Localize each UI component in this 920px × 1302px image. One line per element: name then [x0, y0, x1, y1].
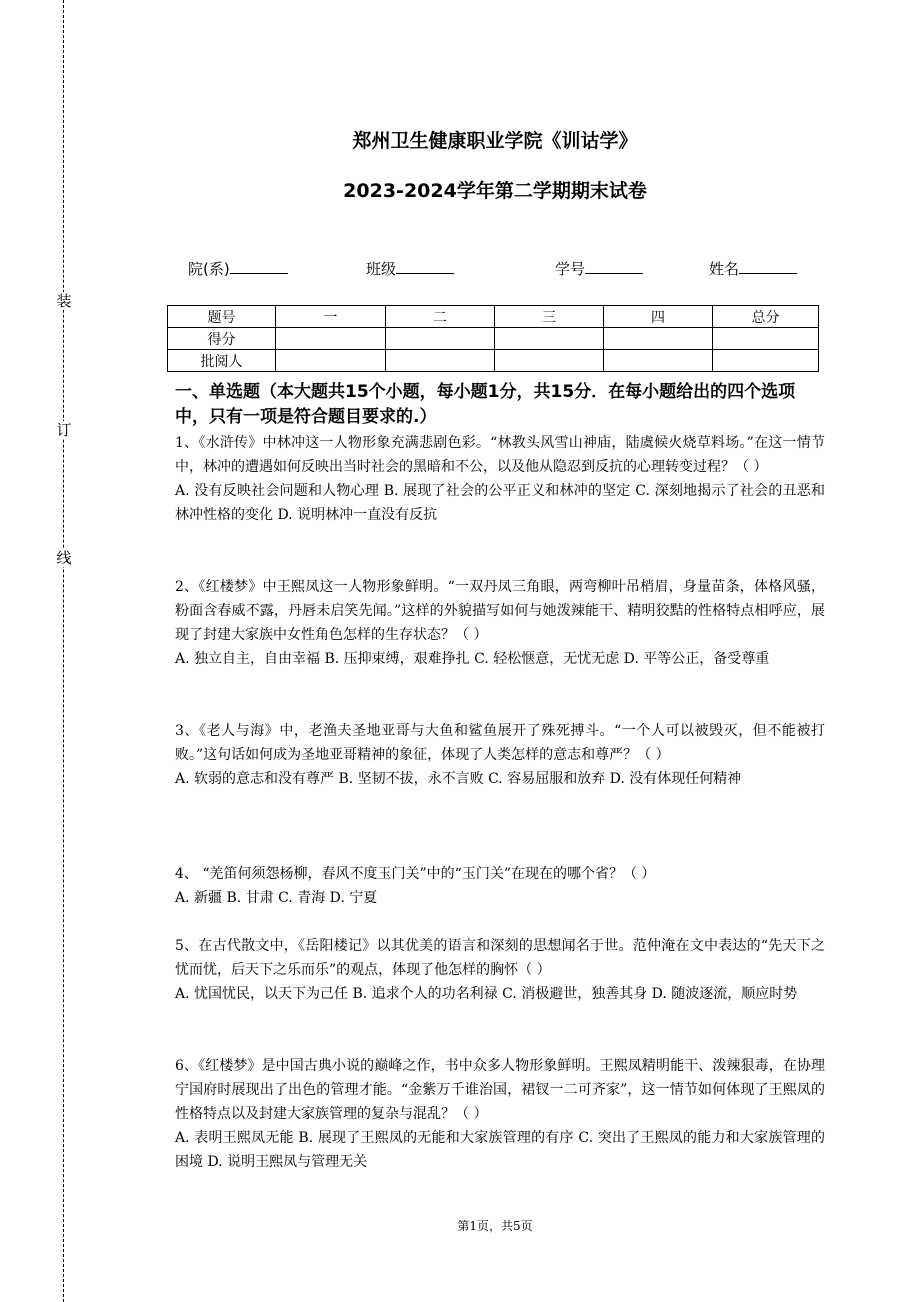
- student-id-field[interactable]: [555, 258, 643, 279]
- question-1: [175, 431, 825, 527]
- question-stem: 3、《老人与海》中，老渔夫圣地亚哥与大鱼和鲨鱼展开了殊死搏斗。“一个人可以被毁灭，但不能被打败。”这句话如何成为圣地亚哥精神的象征，体现了人类怎样的意志和尊严？（ ）: [175, 723, 825, 763]
- question-stem: 2、《红楼梦》中王熙凤这一人物形象鲜明。“一双丹凤三角眼，两弯柳叶吊梢眉，身量苗条，体格风骚，粉面含春威不露，丹唇未启笑先闻。”这样的外貌描写如何与她泼辣能干、精明狡黠的性格特点相呼应，展现了封建大家族中女性角色怎样的生存状态？（ ）: [175, 579, 825, 643]
- question-4: [175, 862, 825, 910]
- question-stem: 1、《水浒传》中林冲这一人物形象充满悲剧色彩。“林教头风雪山神庙，陆虞候火烧草料场。”在这一情节中，林冲的遭遇如何反映出当时社会的黑暗和不公，以及他从隐忍到反抗的心理转变过程？（ ）: [175, 435, 825, 475]
- header-cell: 三: [495, 306, 604, 328]
- question-5: [175, 934, 825, 1006]
- class-blank[interactable]: [396, 259, 454, 274]
- question-options: A. 表明王熙凤无能 B. 展现了王熙凤的无能和大家族管理的有序 C. 突出了王熙凤的能力和大家族管理的困境 D. 说明王熙凤与管理无关: [175, 1130, 825, 1170]
- reviewer-row: [168, 350, 819, 372]
- class-field[interactable]: [366, 258, 454, 279]
- binding-char-xian: 线: [56, 549, 72, 567]
- name-blank[interactable]: [739, 259, 797, 274]
- name-label: 姓名: [709, 260, 740, 278]
- question-options: A. 新疆 B. 甘肃 C. 青海 D. 宁夏: [175, 890, 378, 906]
- score-table-header-row: [168, 306, 819, 328]
- header-cell: 题号: [168, 306, 276, 328]
- score-cell[interactable]: [713, 328, 819, 350]
- reviewer-cell[interactable]: [495, 350, 604, 372]
- header-cell: 四: [604, 306, 713, 328]
- score-cell[interactable]: [604, 328, 713, 350]
- department-label: 院(系): [188, 260, 230, 278]
- reviewer-cell[interactable]: [276, 350, 386, 372]
- class-label: 班级: [366, 260, 397, 278]
- question-2: [175, 575, 825, 671]
- binding-char-zhuang: 装: [56, 292, 72, 310]
- question-options: A. 独立自主，自由幸福 B. 压抑束缚，艰难挣扎 C. 轻松惬意，无忧无虑 D. 平等公正，备受尊重: [175, 651, 770, 667]
- reviewer-cell[interactable]: [713, 350, 819, 372]
- student-id-label: 学号: [555, 260, 586, 278]
- question-options: A. 没有反映社会问题和人物心理 B. 展现了社会的公平正义和林冲的坚定 C. 深刻地揭示了社会的丑恶和林冲性格的变化 D. 说明林冲一直没有反抗: [175, 483, 825, 523]
- header-cell: 二: [386, 306, 495, 328]
- score-table: [167, 305, 819, 372]
- department-blank[interactable]: [230, 259, 288, 274]
- section-heading: 一、单选题（本大题共15个小题，每小题1分，共15分．在每小题给出的四个选项中，只有一项是符合题目要求的.）: [175, 382, 796, 427]
- exam-subtitle: 2023-2024学年第二学期期末试卷: [343, 180, 647, 202]
- question-3: [175, 719, 825, 791]
- score-row: [168, 328, 819, 350]
- score-cell[interactable]: [276, 328, 386, 350]
- page-footer: 第1页，共5页: [457, 1219, 533, 1233]
- department-field[interactable]: [188, 258, 288, 279]
- header-cell: 总分: [713, 306, 819, 328]
- row-label: 得分: [168, 328, 276, 350]
- question-6: [175, 1054, 825, 1174]
- score-cell[interactable]: [495, 328, 604, 350]
- question-options: A. 软弱的意志和没有尊严 B. 坚韧不拔，永不言败 C. 容易屈服和放弃 D. 没有体现任何精神: [175, 771, 742, 787]
- student-id-blank[interactable]: [585, 259, 643, 274]
- row-label: 批阅人: [168, 350, 276, 372]
- question-stem: 6、《红楼梦》是中国古典小说的巅峰之作，书中众多人物形象鲜明。王熙凤精明能干、泼辣狠毒，在协理宁国府时展现出了出色的管理才能。“金紫万千谁治国，裙钗一二可齐家”，这一情节如何体现了王熙凤的性格特点以及封建大家族管理的复杂与混乱？（ ）: [175, 1058, 825, 1122]
- question-options: A. 忧国忧民，以天下为己任 B. 追求个人的功名利禄 C. 消极避世，独善其身 D. 随波逐流，顺应时势: [175, 986, 798, 1002]
- reviewer-cell[interactable]: [386, 350, 495, 372]
- header-cell: 一: [276, 306, 386, 328]
- score-cell[interactable]: [386, 328, 495, 350]
- binding-char-ding: 订: [56, 421, 72, 439]
- question-stem: 5、在古代散文中，《岳阳楼记》以其优美的语言和深刻的思想闻名于世。范仲淹在文中表达的“先天下之忧而忧，后天下之乐而乐”的观点，体现了他怎样的胸怀（ ）: [175, 938, 825, 978]
- question-stem: 4、 “羌笛何须怨杨柳，春风不度玉门关”中的“玉门关”在现在的哪个省？（ ）: [175, 866, 656, 882]
- reviewer-cell[interactable]: [604, 350, 713, 372]
- name-field[interactable]: [709, 258, 797, 279]
- exam-title: 郑州卫生健康职业学院《训诂学》: [352, 130, 638, 152]
